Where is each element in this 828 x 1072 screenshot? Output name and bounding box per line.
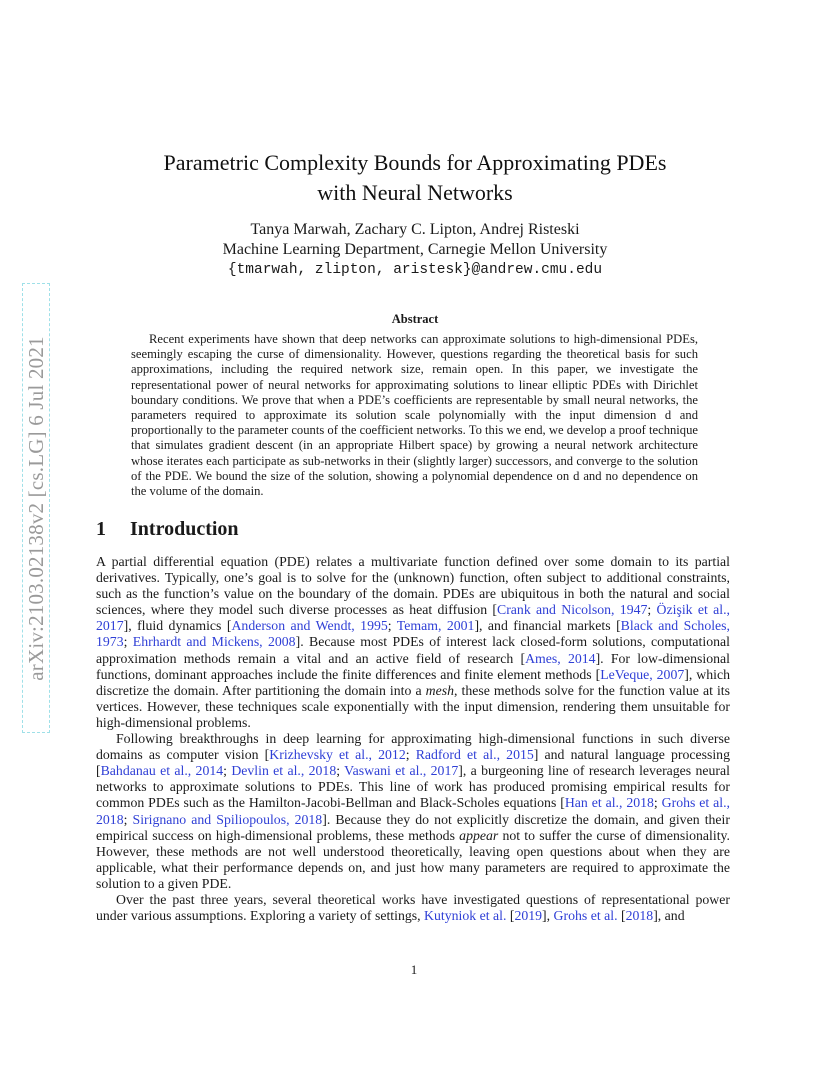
text-span: ], which discretize the domain. After partitioning the domain into a bbox=[96, 666, 730, 698]
authors: Tanya Marwah, Zachary C. Lipton, Andrej Risteski bbox=[250, 221, 580, 238]
text-span: , these methods solve for the function value at its vertices. However, these techniques scale exponentially with the input dimension, rendering them unsuitable for high-dimensional problems. bbox=[96, 682, 731, 730]
citation-link[interactable]: Kutyniok et al. bbox=[424, 908, 507, 924]
citation-link[interactable]: Black and Scholes, 1973 bbox=[96, 618, 730, 650]
text-span: ; bbox=[387, 618, 397, 634]
text-span: ], and bbox=[653, 908, 685, 924]
citation-link[interactable]: Krizhevsky et al., 2012 bbox=[269, 747, 406, 763]
citation-link[interactable]: Özişik et al., 2017 bbox=[96, 602, 730, 634]
title-line-2: with Neural Networks bbox=[317, 180, 513, 205]
citation-link[interactable]: Radford et al., 2015 bbox=[415, 747, 534, 763]
text-span: ; bbox=[405, 747, 416, 763]
section-number: 1 bbox=[96, 518, 106, 540]
text-span: ; bbox=[653, 795, 662, 811]
abstract-text: Recent experiments have shown that deep networks can approximate solutions to high-dimensional PDEs, seemingly escaping the curse of dimensionality. However, questions regarding the theoretical basis for such approximations, including the required network size, remain open. In this paper, we investigate the representational power of neural networks for approximating solutions to linear elliptic PDEs with Dirichlet boundary conditions. We prove that when a PDE’s coefficients are representable by small neural networks, the parameters required to approximate its solution scale polynomially with the input dimension d and proportionally to the parameter counts of the coefficient networks. To this we end, we develop a proof technique that simulates gradient descent (in an appropriate Hilbert space) by growing a neural network architecture whose iterates each participate as sub-networks in their (slightly larger) successors, and converge to the solution of the PDE. We bound the size of the solution, showing a polynomial dependence on d and no dependence on the volume of the domain. bbox=[131, 332, 698, 499]
citation-link[interactable]: Ehrhardt and Mickens, 2008 bbox=[132, 634, 296, 650]
citation-link[interactable]: Vaswani et al., 2017 bbox=[344, 763, 459, 779]
text-span: ], fluid dynamics [ bbox=[123, 618, 232, 634]
emphasis: appear bbox=[459, 827, 499, 843]
affiliation: Machine Learning Department, Carnegie Mellon University bbox=[222, 241, 608, 258]
citation-link[interactable]: Han et al., 2018 bbox=[564, 795, 654, 811]
citation-link[interactable]: Ames, 2014 bbox=[525, 650, 596, 666]
citation-link[interactable]: 2018 bbox=[625, 908, 654, 924]
emails: {tmarwah, zlipton, aristesk}@andrew.cmu.edu bbox=[227, 262, 603, 278]
text-span: not to suffer the curse of dimensionality. However, these methods are not well understood theoretically, leaving open questions about when they are applicable, what their performance depends on, and just how many parameters are required to approximate the solution to a given PDE. bbox=[96, 827, 730, 891]
citation-link[interactable]: Grohs et al., 2018 bbox=[96, 795, 730, 827]
text-span: ; bbox=[647, 602, 657, 618]
title-line-1: Parametric Complexity Bounds for Approximating PDEs bbox=[163, 150, 667, 175]
paragraph-3 bbox=[96, 892, 730, 924]
paper-title bbox=[120, 148, 710, 208]
citation-link[interactable]: LeVeque, 2007 bbox=[600, 666, 685, 682]
section-heading bbox=[96, 518, 239, 541]
text-span: ]. Because they do not explicitly discretize the domain, and given their empirical success on high-dimensional problems, these methods bbox=[96, 811, 730, 843]
paragraph-1 bbox=[96, 554, 730, 731]
arxiv-stamp bbox=[22, 283, 50, 733]
citation-link[interactable]: Crank and Nicolson, 1947 bbox=[497, 602, 648, 618]
text-span: A partial differential equation (PDE) relates a multivariate function defined over some domain to its partial derivatives. Typically, one’s goal is to solve for the (unknown) function, often subject to additional constraints, such as the function’s value on the boundary of the domain. PDEs are ubiquitous in both the natural and social sciences, where they model such diverse processes as heat diffusion [ bbox=[96, 554, 730, 618]
abstract-heading: Abstract bbox=[391, 312, 439, 326]
citation-link[interactable]: Sirignano and Spiliopoulos, 2018 bbox=[132, 811, 323, 827]
introduction-body bbox=[96, 554, 730, 924]
text-span: Following breakthroughs in deep learning for approximating high-dimensional functions in such diverse domains as computer vision [ bbox=[96, 731, 730, 763]
citation-link[interactable]: Bahdanau et al., 2014 bbox=[100, 763, 224, 779]
paragraph-2 bbox=[96, 731, 730, 892]
author-block bbox=[120, 220, 710, 280]
citation-link[interactable]: Temam, 2001 bbox=[396, 618, 475, 634]
text-span: [ bbox=[617, 908, 626, 924]
page-number: 1 bbox=[410, 962, 418, 977]
text-span: ; bbox=[123, 811, 133, 827]
text-span: ], and financial markets [ bbox=[474, 618, 621, 634]
text-span: ], a burgeoning line of research leverages neural networks to approximate solutions to PDEs. This line of work has produced promising empirical results for common PDEs such as the Hamilton-Jacobi-Bellman and Black-Scholes equations [ bbox=[96, 763, 730, 811]
citation-link[interactable]: 2019 bbox=[514, 908, 543, 924]
citation-link[interactable]: Devlin et al., 2018 bbox=[231, 763, 337, 779]
arxiv-stamp-text: arXiv:2103.02138v2 [cs.LG] 6 Jul 2021 bbox=[23, 335, 48, 681]
citation-link[interactable]: Anderson and Wendt, 1995 bbox=[231, 618, 388, 634]
citation-link[interactable]: Grohs et al. bbox=[553, 908, 618, 924]
section-title: Introduction bbox=[130, 518, 239, 540]
text-span: ] and natural language processing [ bbox=[96, 747, 730, 779]
emphasis: mesh bbox=[425, 682, 454, 698]
text-span: ; bbox=[336, 763, 345, 779]
text-span: Over the past three years, several theoretical works have investigated questions of representational power under various assumptions. Exploring a variety of settings, bbox=[96, 891, 730, 924]
text-span: ], bbox=[542, 908, 554, 924]
text-span: ]. For low-dimensional functions, dominant approaches include the finite differences and finite element methods [ bbox=[96, 650, 730, 682]
text-span: ]. Because most PDEs of interest lack closed-form solutions, computational approximation methods remain a vital and an active field of research [ bbox=[96, 634, 730, 666]
text-span: ; bbox=[123, 634, 133, 650]
text-span: ; bbox=[223, 763, 232, 779]
text-span: [ bbox=[506, 908, 515, 924]
